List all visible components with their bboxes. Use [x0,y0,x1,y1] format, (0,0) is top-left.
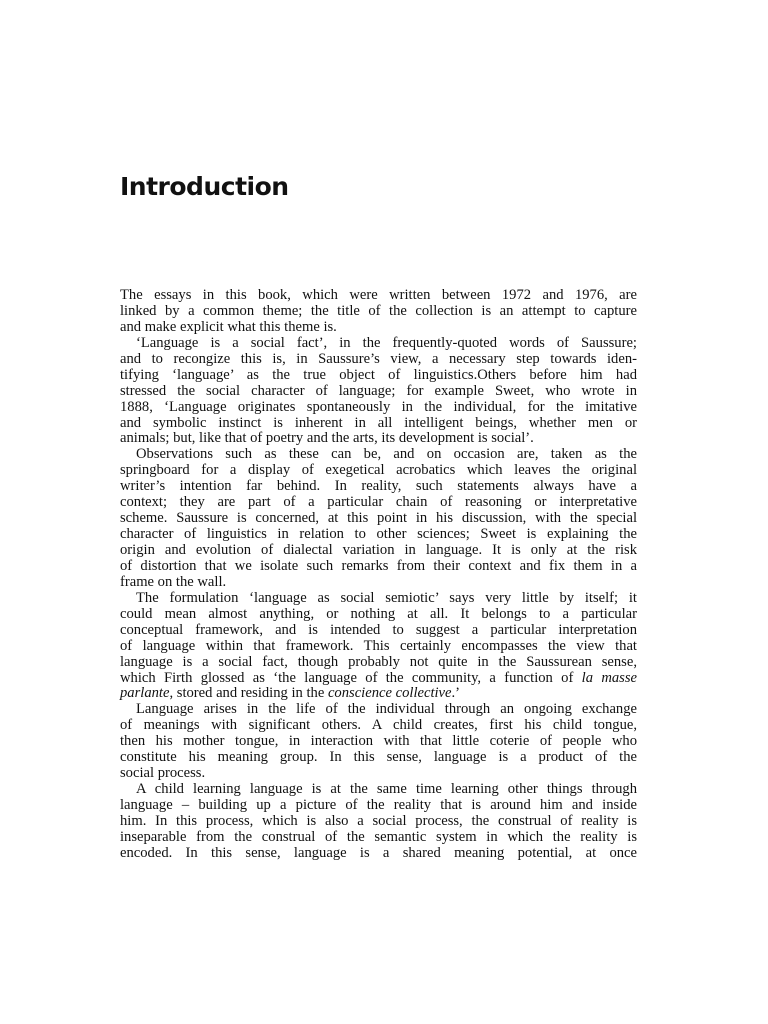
italic-term: la masse [581,669,637,686]
text-line: and symbolic instinct is inherent in all intelligent beings, whether men or [120,414,637,431]
text-line: social process. [120,765,206,782]
text-line: language – building up a picture of the reality that is around him and inside [120,797,637,813]
text-line: constitute his meaning group. In this sense, language is a product of the [120,749,637,766]
text-line: encoded. In this sense, language is a shared meaning potential, at once [120,844,637,861]
paragraph-1 [120,288,637,336]
text-line: conceptual framework, and is intended to suggest a particular interpretation [120,621,637,638]
text-line: and to recongize this is, in Saussure’s view, a necessary step towards iden- [120,350,637,367]
text-line: character of linguistics in relation to other sciences; Sweet is explaining the [120,526,637,543]
text-line: then his mother tongue, in interaction with that little coterie of people who [120,733,637,750]
text-line: tifying ‘language’ as the true object of linguistics.Others before him had [120,366,637,383]
text-line: of language within that framework. This certainly encompasses the view that [120,637,637,654]
italic-term: parlante [120,685,170,702]
text-line: inseparable from the construal of the semantic system in which the reality is [120,828,637,845]
paragraph-6 [120,782,637,862]
body-text [120,288,637,862]
italic-term: conscience collective [327,685,452,702]
text-line: 1888, ‘Language originates spontaneously in the individual, for the imitative [120,398,637,415]
text-line [120,671,637,687]
text-run: which Firth glossed as ‘the language of the community, a function of [120,669,582,686]
paragraph-3 [120,447,637,590]
text-line: frame on the wall. [120,573,227,590]
text-line: The formulation ‘language as social semiotic’ says very little by itself; it [136,589,637,606]
text-line: stressed the social character of language; for example Sweet, who wrote in [120,382,637,399]
chapter-title: Introduction [120,172,289,201]
text-line: context; they are part of a particular chain of reasoning or interpretative [120,494,637,511]
text-line: Language arises in the life of the individual through an ongoing exchange [136,701,637,718]
text-line: A child learning language is at the same time learning other things through [136,781,637,798]
text-line: language is a social fact, though probably not quite in the Saussurean sense, [120,653,637,670]
text-run: , stored and residing in the [169,685,328,702]
text-line: origin and evolution of dialectal variation in language. It is only at the risk [120,542,637,558]
text-line: and make explicit what this theme is. [120,318,337,335]
text-line: ‘Language is a social fact’, in the frequently-quoted words of Saussure; [136,334,637,351]
text-line: of meanings with significant others. A child creates, first his child tongue, [120,717,637,734]
text-line: springboard for a display of exegetical acrobatics which leaves the original [120,462,637,479]
text-line: linked by a common theme; the title of the collection is an attempt to capture [120,302,637,319]
paragraph-2 [120,336,637,448]
text-line: could mean almost anything, or nothing at all. It belongs to a particular [120,605,637,622]
text-line [120,686,637,702]
text-line: him. In this process, which is also a social process, the construal of reality is [120,812,637,829]
text-line: animals; but, like that of poetry and the arts, its development is social’. [120,430,534,447]
text-run: .’ [451,685,461,702]
text-line: Observations such as these can be, and on occasion are, taken as the [136,446,637,463]
text-line: of distortion that we isolate such remarks from their context and fix them in a [120,557,637,574]
paragraph-5 [120,702,637,782]
text-line: writer’s intention far behind. In reality, such statements always have a [120,478,637,495]
text-line: scheme. Saussure is concerned, at this point in his discussion, with the special [120,510,637,527]
paragraph-4 [120,591,637,703]
text-line: The essays in this book, which were written between 1972 and 1976, are [120,287,637,303]
